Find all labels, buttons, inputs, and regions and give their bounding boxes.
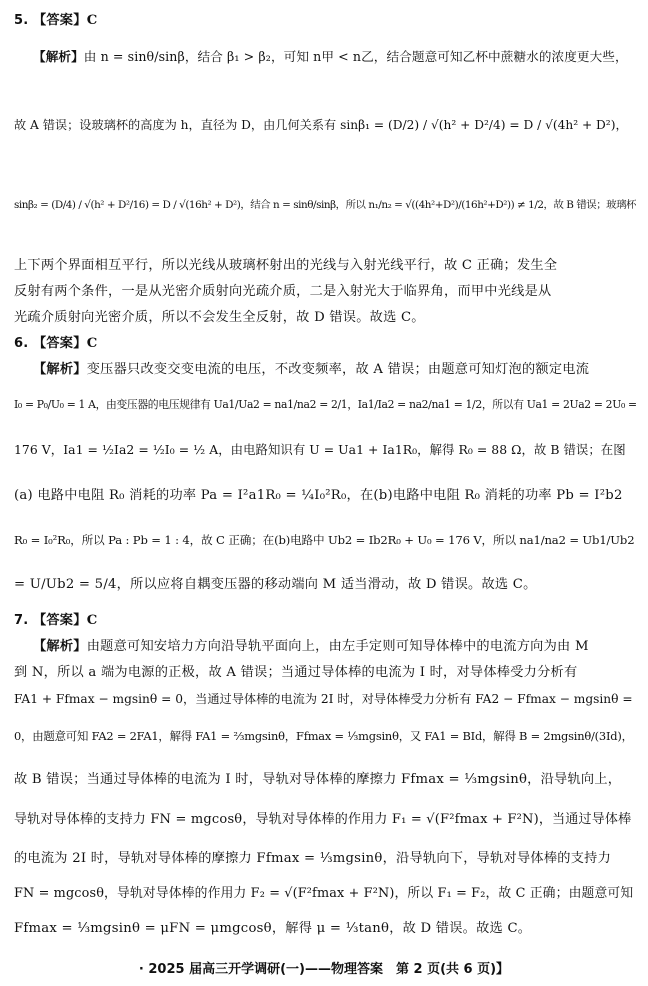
q6-line-3: 176 V，Ia1 = ½Ia2 = ½I₀ = ½ A，由电路知识有 U = Ua1 + Ia1R₀，解得 R₀ = 88 Ω，故 B 错误；在图: [14, 442, 626, 457]
q6-line-6: = U/Ub2 = 5/4，所以应将自耦变压器的移动端向 M 适当滑动，故 D 错误。故选 C。: [14, 577, 537, 592]
q6-line-4: (a) 电路中电阻 R₀ 消耗的功率 Pa = I²a1R₀ = ¼I₀²R₀，在(b)电路中电阻 R₀ 消耗的功率 Pb = I²b2: [14, 488, 623, 503]
q5-line-2: 故 A 错误；设玻璃杯的高度为 h，直径为 D，由几何关系有 sinβ₁ = (D/2) / √(h² + D²/4) = D / √(4h² + D²)，: [14, 118, 628, 132]
q5-line-6: 光疏介质射向光密介质，所以不会发生全反射，故 D 错误。故选 C。: [14, 310, 425, 325]
q7-number: 7.: [14, 613, 29, 628]
q5-line-5: 反射有两个条件，一是从光密介质射向光疏介质，二是入射光大于临界角，而甲中光线是从: [14, 284, 552, 299]
q6-text: 变压器只改变交变电流的电压，不改变频率，故 A 错误；由题意可知灯泡的额定电流: [86, 362, 590, 377]
q6-analysis-tag: 【解析】: [33, 362, 87, 377]
q6-line-5: R₀ = I₀²R₀，所以 Pa : Pb = 1 : 4，故 C 正确；在(b)电路中 Ub2 = Ib2R₀ + U₀ = 176 V，所以 na1/na2 = Ub1/Ub2: [14, 533, 635, 547]
q7-line-8: FN = mgcosθ，导轨对导体棒的作用力 F₂ = √(F²fmax + F²N)，所以 F₁ = F₂，故 C 正确；由题意可知: [14, 886, 634, 901]
q5-line-3: sinβ₂ = (D/4) / √(h² + D²/16) = D / √(16h² + D²)，结合 n = sinθ/sinβ，所以 n₁/n₂ = √((4h²+D²)/(16h²+D²)) ≠ 1/2，故 B 错误；玻璃杯: [14, 199, 636, 211]
q5-answer-line: [14, 12, 638, 30]
q5-answer-tag: 【答案】: [32, 13, 87, 28]
q7-line-1: [33, 638, 635, 656]
q7-analysis-tag: 【解析】: [33, 639, 87, 654]
q7-answer: C: [86, 613, 98, 628]
q7-line-6: 导轨对导体棒的支持力 FN = mgcosθ，导轨对导体棒的作用力 F₁ = √(F²fmax + F²N)，当通过导体棒: [14, 812, 632, 827]
q6-number: 6.: [14, 336, 29, 351]
q7-line-2: 到 N，所以 a 端为电源的正极，故 A 错误；当通过导体棒的电流为 I 时，对导体棒受力分析有: [14, 665, 578, 680]
page-footer: · 2025 届高三开学调研(一)——物理答案 第 2 页(共 6 页)】: [138, 962, 510, 977]
q7-line-5: 故 B 错误；当通过导体棒的电流为 I 时，导轨对导体棒的摩擦力 Ffmax = ⅓mgsinθ，沿导轨向上，: [14, 772, 622, 787]
q7-line-3: FA1 + Ffmax − mgsinθ = 0，当通过导体棒的电流为 2I 时，对导体棒受力分析有 FA2 − Ffmax − mgsinθ =: [14, 692, 633, 706]
q7-line-4: 0，由题意可知 FA2 = 2FA1，解得 FA1 = ⅔mgsinθ，Ffmax = ⅓mgsinθ，又 FA1 = BId，解得 B = 2mgsinθ/(3Id)，: [14, 729, 633, 743]
q5-line-1: [33, 48, 635, 66]
q6-answer: C: [86, 336, 98, 351]
q5-number: 5.: [14, 13, 29, 28]
q5-text: 由 n = sinθ/sinβ，结合 β₁ > β₂，可知 n甲 < n乙，结合题意可知乙杯中蔗糖水的浓度更大些，: [83, 49, 628, 64]
q7-line-9: Ffmax = ⅓mgsinθ = μFN = μmgcosθ，解得 μ = ⅓tanθ，故 D 错误。故选 C。: [14, 921, 532, 936]
q5-line-4: 上下两个界面相互平行，所以光线从玻璃杯射出的光线与入射光线平行，故 C 正确；发生全: [14, 258, 558, 273]
q7-text: 由题意可知安培力方向沿导轨平面向上，由左手定则可知导体棒中的电流方向为由 M: [86, 639, 589, 654]
q6-line-1: [33, 361, 635, 379]
q6-answer-line: [14, 335, 638, 353]
q7-answer-line: [14, 612, 638, 630]
q6-answer-tag: 【答案】: [32, 336, 87, 351]
q7-line-7: 的电流为 2I 时，导轨对导体棒的摩擦力 Ffmax = ⅓mgsinθ，沿导轨向下，导轨对导体棒的支持力: [14, 851, 612, 866]
q7-answer-tag: 【答案】: [32, 613, 87, 628]
q5-answer: C: [86, 13, 98, 28]
q6-line-2: I₀ = P₀/U₀ = 1 A，由变压器的电压规律有 Ua1/Ua2 = na1/na2 = 2/1，Ia1/Ia2 = na2/na1 = 1/2，所以有 Ua1 = 2Ua2 = 2U₀ =: [14, 398, 637, 411]
q5-analysis-tag: 【解析】: [33, 49, 84, 64]
